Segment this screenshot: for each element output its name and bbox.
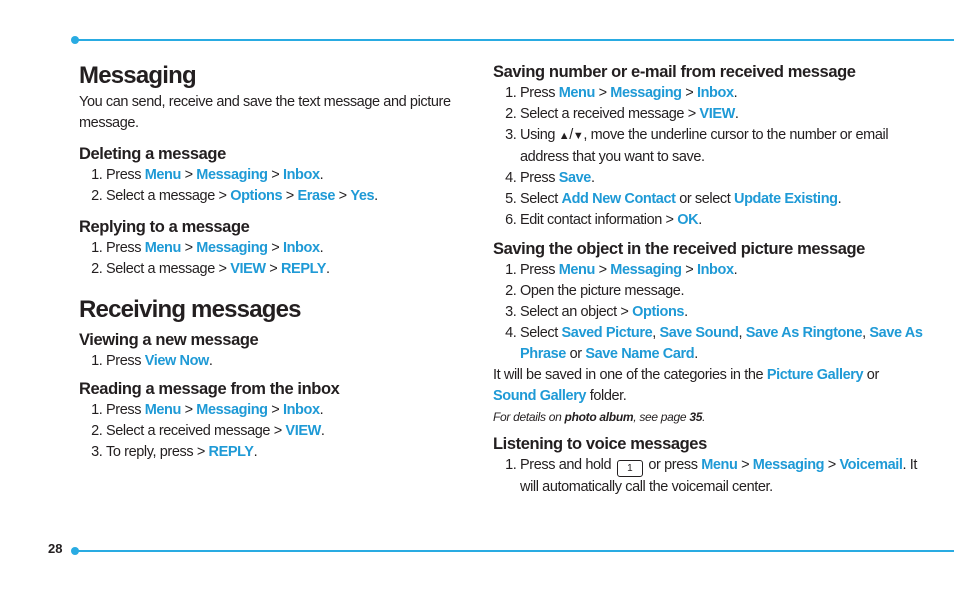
list-item: 1. Press View Now.: [106, 351, 459, 372]
list-item: 2. Select a received message > VIEW.: [106, 421, 459, 442]
list-item: 5. Select Add New Contact or select Update Existing.: [520, 189, 923, 210]
menu-link[interactable]: Menu: [144, 240, 181, 256]
up-arrow-icon: ▲: [558, 130, 570, 142]
ok-link[interactable]: OK: [677, 212, 699, 228]
heading-reading: Reading a message from the inbox: [79, 380, 340, 398]
receiving-title: Receiving messages: [79, 296, 301, 323]
photo-album-note: For details on photo album, see page 35.: [493, 410, 706, 424]
reply-link[interactable]: REPLY: [208, 444, 254, 460]
intro-text: You can send, receive and save the text message and picture message.: [79, 94, 451, 131]
list-item: 2. Select a message > VIEW > REPLY.: [106, 259, 459, 280]
voicemail-link[interactable]: Voicemail: [839, 457, 903, 473]
add-new-contact-link[interactable]: Add New Contact: [561, 191, 676, 207]
heading-viewing: Viewing a new message: [79, 331, 259, 349]
list-item: 1. Press Menu > Messaging > Inbox.: [106, 165, 459, 186]
menu-link[interactable]: Menu: [701, 457, 738, 473]
options-link[interactable]: Options: [632, 304, 685, 320]
list-item: 1. Press Menu > Messaging > Inbox.: [106, 238, 459, 259]
page-number: 28: [48, 541, 63, 556]
heading-voice: Listening to voice messages: [493, 435, 707, 453]
inbox-link[interactable]: Inbox: [282, 167, 320, 183]
erase-link[interactable]: Erase: [297, 188, 336, 204]
deleting-steps: [79, 165, 459, 207]
heading-replying: Replying to a message: [79, 218, 250, 236]
save-name-card-link[interactable]: Save Name Card: [585, 346, 695, 362]
heading-saving-number: Saving number or e-mail from received message: [493, 63, 856, 81]
list-item: 3. Select an object > Options.: [520, 302, 923, 323]
viewing-steps: [79, 351, 459, 372]
save-sound-link[interactable]: Save Sound: [659, 325, 739, 341]
update-existing-link[interactable]: Update Existing: [734, 191, 838, 207]
saved-location-text: It will be saved in one of the categories in the Picture Gallery or Sound Gallery folder.: [493, 367, 879, 404]
view-link[interactable]: VIEW: [230, 261, 266, 277]
messaging-link[interactable]: Messaging: [610, 262, 682, 278]
saving-number-steps: [493, 83, 923, 231]
sound-gallery-link[interactable]: Sound Gallery: [493, 388, 587, 404]
list-item: 3. Using ▲/▼, move the underline cursor to the number or email address that you want to save.: [520, 125, 923, 168]
menu-link[interactable]: Menu: [558, 85, 595, 101]
view-now-link[interactable]: View Now: [144, 353, 209, 369]
top-rule: [75, 39, 954, 41]
messaging-link[interactable]: Messaging: [610, 85, 682, 101]
voice-steps: [493, 455, 923, 498]
list-item: 1. Press and hold 1 or press Menu > Messaging > Voicemail. It will automatically call the voicemail center.: [520, 455, 923, 498]
list-item: 4. Press Save.: [520, 168, 923, 189]
save-as-ringtone-link[interactable]: Save As Ringtone: [745, 325, 863, 341]
list-item: 3. To reply, press > REPLY.: [106, 442, 459, 463]
replying-steps: [79, 238, 459, 280]
messaging-link[interactable]: Messaging: [196, 167, 268, 183]
down-arrow-icon: ▼: [572, 130, 584, 142]
view-link[interactable]: VIEW: [699, 106, 735, 122]
inbox-link[interactable]: Inbox: [696, 85, 734, 101]
messaging-link[interactable]: Messaging: [752, 457, 825, 473]
options-link[interactable]: Options: [230, 188, 283, 204]
reply-link[interactable]: REPLY: [280, 261, 326, 277]
page-title: Messaging: [79, 62, 196, 89]
save-link[interactable]: Save: [558, 170, 591, 186]
list-item: 1. Press Menu > Messaging > Inbox.: [106, 400, 459, 421]
menu-link[interactable]: Menu: [144, 167, 181, 183]
menu-link[interactable]: Menu: [558, 262, 595, 278]
saving-object-steps: [493, 260, 923, 365]
list-item: 6. Edit contact information > OK.: [520, 210, 923, 231]
left-column: [79, 60, 459, 463]
messaging-link[interactable]: Messaging: [196, 240, 268, 256]
reading-steps: [79, 400, 459, 463]
list-item: 1. Press Menu > Messaging > Inbox.: [520, 260, 923, 281]
view-link[interactable]: VIEW: [285, 423, 321, 439]
heading-deleting: Deleting a message: [79, 145, 226, 163]
inbox-link[interactable]: Inbox: [696, 262, 734, 278]
picture-gallery-link[interactable]: Picture Gallery: [766, 367, 864, 383]
messaging-link[interactable]: Messaging: [196, 402, 268, 418]
inbox-link[interactable]: Inbox: [282, 402, 320, 418]
list-item: 1. Press Menu > Messaging > Inbox.: [520, 83, 923, 104]
menu-link[interactable]: Menu: [144, 402, 181, 418]
list-item: 2. Select a received message > VIEW.: [520, 104, 923, 125]
inbox-link[interactable]: Inbox: [282, 240, 320, 256]
saved-picture-link[interactable]: Saved Picture: [561, 325, 653, 341]
bottom-rule: [75, 550, 954, 552]
list-item: 2. Select a message > Options > Erase > Yes.: [106, 186, 459, 207]
key-1-icon: 1: [617, 460, 643, 477]
save-as-phrase-link[interactable]: Save As Phrase: [520, 325, 923, 362]
yes-link[interactable]: Yes: [350, 188, 375, 204]
right-column: [493, 62, 923, 498]
list-item: 2. Open the picture message.: [520, 281, 923, 302]
list-item: 4. Select Saved Picture, Save Sound, Save As Ringtone, Save As Phrase or Save Name Card.: [520, 323, 923, 365]
heading-saving-object: Saving the object in the received picture message: [493, 240, 865, 258]
